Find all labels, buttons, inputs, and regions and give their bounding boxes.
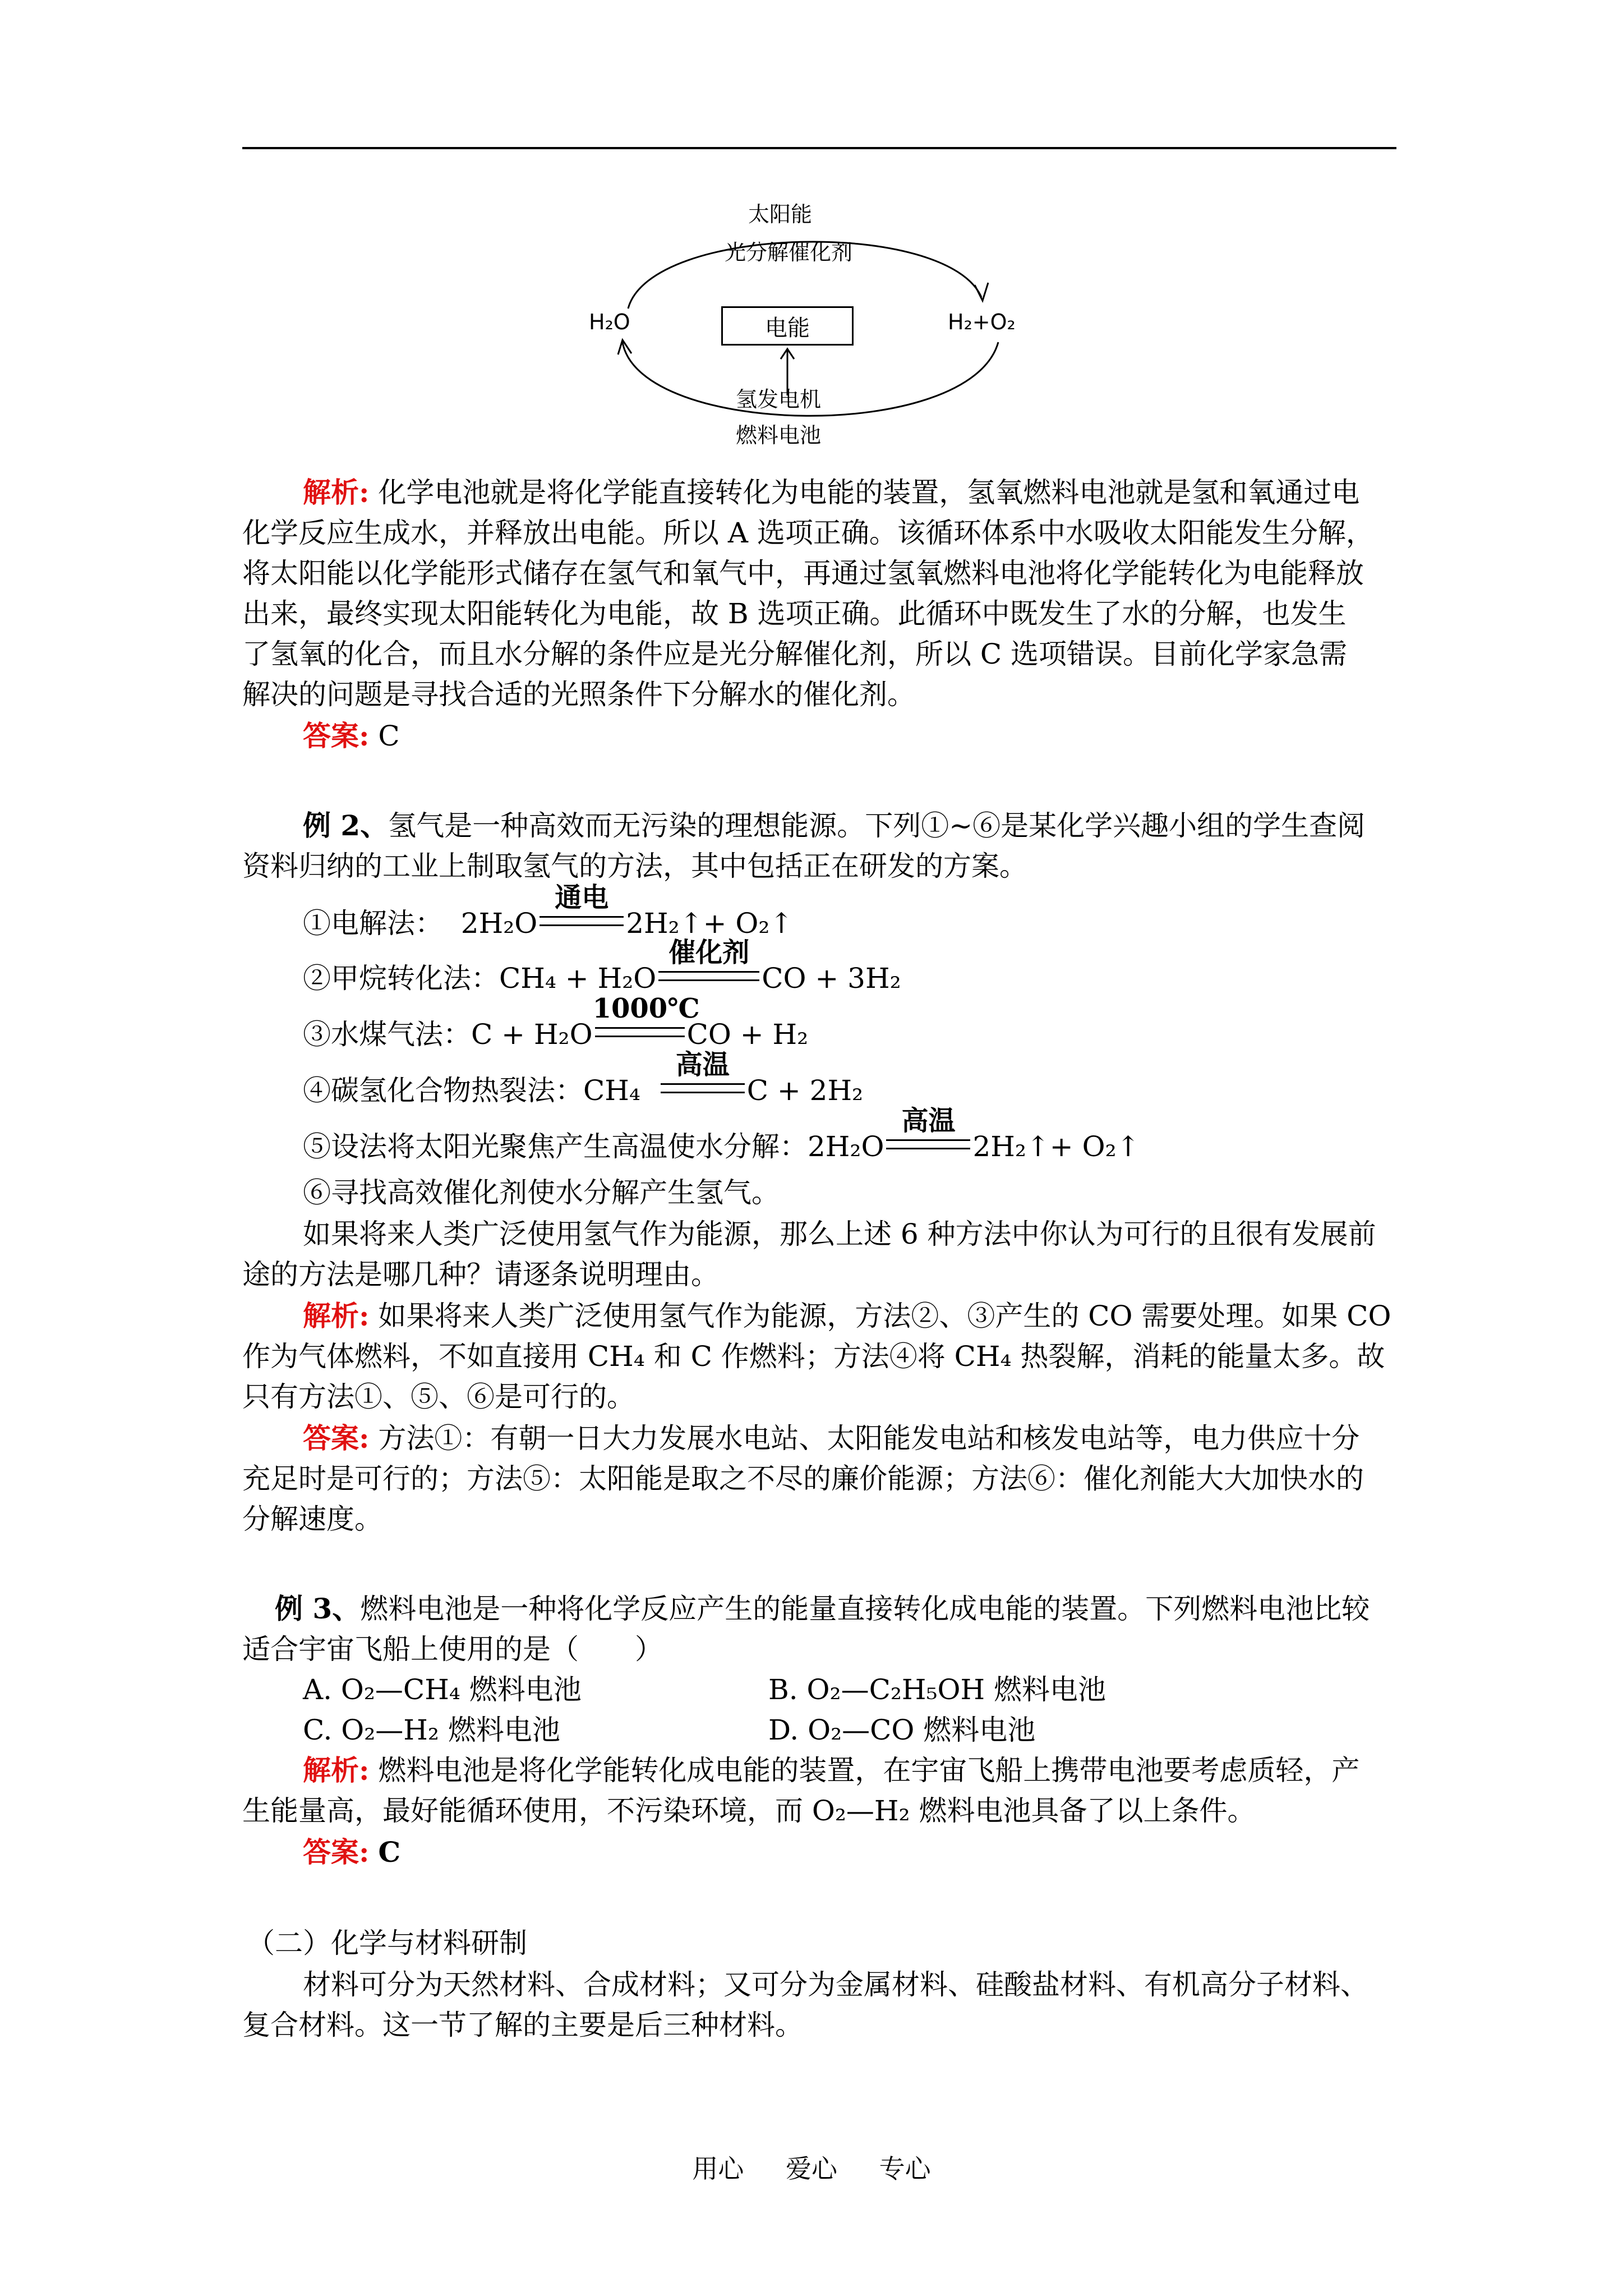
- label-solar-energy: 太阳能: [748, 202, 813, 227]
- ex3-question-line: 例 3、燃料电池是一种将化学反应产生的能量直接转化成电能的装置。下列燃料电池比较: [275, 1592, 1370, 1625]
- ex1-answer-label: 答案:: [303, 719, 370, 752]
- box-electric-energy: 电能: [721, 306, 854, 346]
- ex2-answer-label: 答案:: [303, 1421, 370, 1455]
- ex2-method-1: ①电解法： 2H₂O 通电 2H₂↑+ O₂↑: [303, 882, 794, 940]
- ex2-question-line: 例 2、氢气是一种高效而无污染的理想能源。下列①~⑥是某化学兴趣小组的学生查阅: [303, 809, 1366, 842]
- section-paragraph-line: 复合材料。这一节了解的主要是后三种材料。: [242, 2009, 803, 2041]
- ex3-analysis-line: 生能量高，最好能循环使用，不污染环境，而 O₂—H₂ 燃料电池具备了以上条件。: [242, 1795, 1256, 1827]
- ex1-analysis-line: 将太阳能以化学能形式储存在氢气和氧气中，再通过氢氧燃料电池将化学能转化为电能释放: [242, 557, 1364, 590]
- ex1-analysis-line: 解析: 化学电池就是将化学能直接转化为电能的装置，氢氧燃料电池就是氢和氧通过电: [303, 476, 1360, 509]
- ex3-answer: 答案: C: [303, 1835, 401, 1869]
- ex2-answer-line: 充足时是可行的；方法⑤：太阳能是取之不尽的廉价能源；方法⑥：催化剂能大大加快水的: [242, 1462, 1364, 1495]
- ex2-method-6: ⑥寻找高效催化剂使水分解产生氢气。: [303, 1176, 780, 1209]
- ex3-answer-label: 答案:: [303, 1835, 370, 1869]
- label-photocatalyst: 光分解催化剂: [725, 240, 853, 265]
- label-fuel-cell: 燃料电池: [736, 423, 822, 448]
- ex3-label: 例 3、: [275, 1592, 361, 1625]
- ex2-method-4: ④碳氢化合物热裂法：CH₄ 高温 C + 2H₂: [303, 1049, 864, 1107]
- header-rule: [242, 147, 1396, 149]
- ex1-analysis-line: 解决的问题是寻找合适的光照条件下分解水的催化剂。: [242, 678, 915, 711]
- label-hydrogen-generator: 氢发电机: [736, 387, 822, 412]
- ex1-analysis-label: 解析:: [303, 476, 370, 509]
- ex2-answer-line: 答案: 方法①：有朝一日大力发展水电站、太阳能发电站和核发电站等，电力供应十分: [303, 1421, 1360, 1455]
- ex2-answer-line: 分解速度。: [242, 1503, 382, 1535]
- ex2-question-line: 资料归纳的工业上制取氢气的方法，其中包括正在研发的方案。: [242, 850, 1027, 882]
- section-heading: （二）化学与材料研制: [247, 1927, 527, 1959]
- label-hydrogen-oxygen: H₂+O₂: [948, 310, 1016, 334]
- ex2-method-2: ②甲烷转化法：CH₄ + H₂O 催化剂 CO + 3H₂: [303, 937, 901, 995]
- ex3-question-line: 适合宇宙飞船上使用的是（ ）: [242, 1633, 663, 1665]
- ex3-option-c: C. O₂—H₂ 燃料电池: [303, 1714, 560, 1746]
- page-footer: 用心 爱心 专心: [692, 2154, 931, 2184]
- ex2-analysis-line: 解析: 如果将来人类广泛使用氢气作为能源，方法②、③产生的 CO 需要处理。如果 CO: [303, 1299, 1391, 1332]
- ex1-analysis-line: 了氢氧的化合，而且水分解的条件应是光分解催化剂，所以 C 选项错误。目前化学家急需: [242, 638, 1348, 670]
- ex2-question2-line: 如果将来人类广泛使用氢气作为能源，那么上述 6 种方法中你认为可行的且很有发展前: [303, 1218, 1376, 1250]
- ex3-analysis-line: 解析: 燃料电池是将化学能转化成电能的装置，在宇宙飞船上携带电池要考虑质轻，产: [303, 1754, 1360, 1787]
- ex2-label: 例 2、: [303, 809, 389, 842]
- section-paragraph-line: 材料可分为天然材料、合成材料；又可分为金属材料、硅酸盐材料、有机高分子材料、: [303, 1968, 1368, 2001]
- label-water: H₂O: [589, 310, 630, 334]
- ex1-answer: 答案: C: [303, 719, 400, 752]
- ex3-analysis-label: 解析:: [303, 1754, 370, 1787]
- ex3-option-b: B. O₂—C₂H₅OH 燃料电池: [768, 1673, 1106, 1706]
- ex1-analysis-line: 出来，最终实现太阳能转化为电能，故 B 选项正确。此循环中既发生了水的分解，也发生: [242, 597, 1347, 630]
- ex2-analysis-label: 解析:: [303, 1299, 370, 1332]
- ex2-method-5: ⑤设法将太阳光聚焦产生高温使水分解：2H₂O 高温 2H₂↑+ O₂↑: [303, 1105, 1140, 1163]
- energy-cycle-diagram: [589, 191, 1049, 460]
- ex2-analysis-line: 作为气体燃料，不如直接用 CH₄ 和 C 作燃料；方法④将 CH₄ 热裂解，消耗的能量太多。故: [242, 1340, 1385, 1373]
- ex1-analysis-line: 化学反应生成水，并释放出电能。所以 A 选项正确。该循环体系中水吸收太阳能发生分解，: [242, 517, 1374, 549]
- ex2-question2-line: 途的方法是哪几种？请逐条说明理由。: [242, 1258, 719, 1291]
- ex3-option-d: D. O₂—CO 燃料电池: [768, 1714, 1036, 1746]
- ex2-analysis-line: 只有方法①、⑤、⑥是可行的。: [242, 1381, 635, 1413]
- ex2-method-3: ③水煤气法：C + H₂O 1000℃ CO + H₂: [303, 993, 809, 1051]
- ex3-option-a: A. O₂—CH₄ 燃料电池: [303, 1673, 582, 1706]
